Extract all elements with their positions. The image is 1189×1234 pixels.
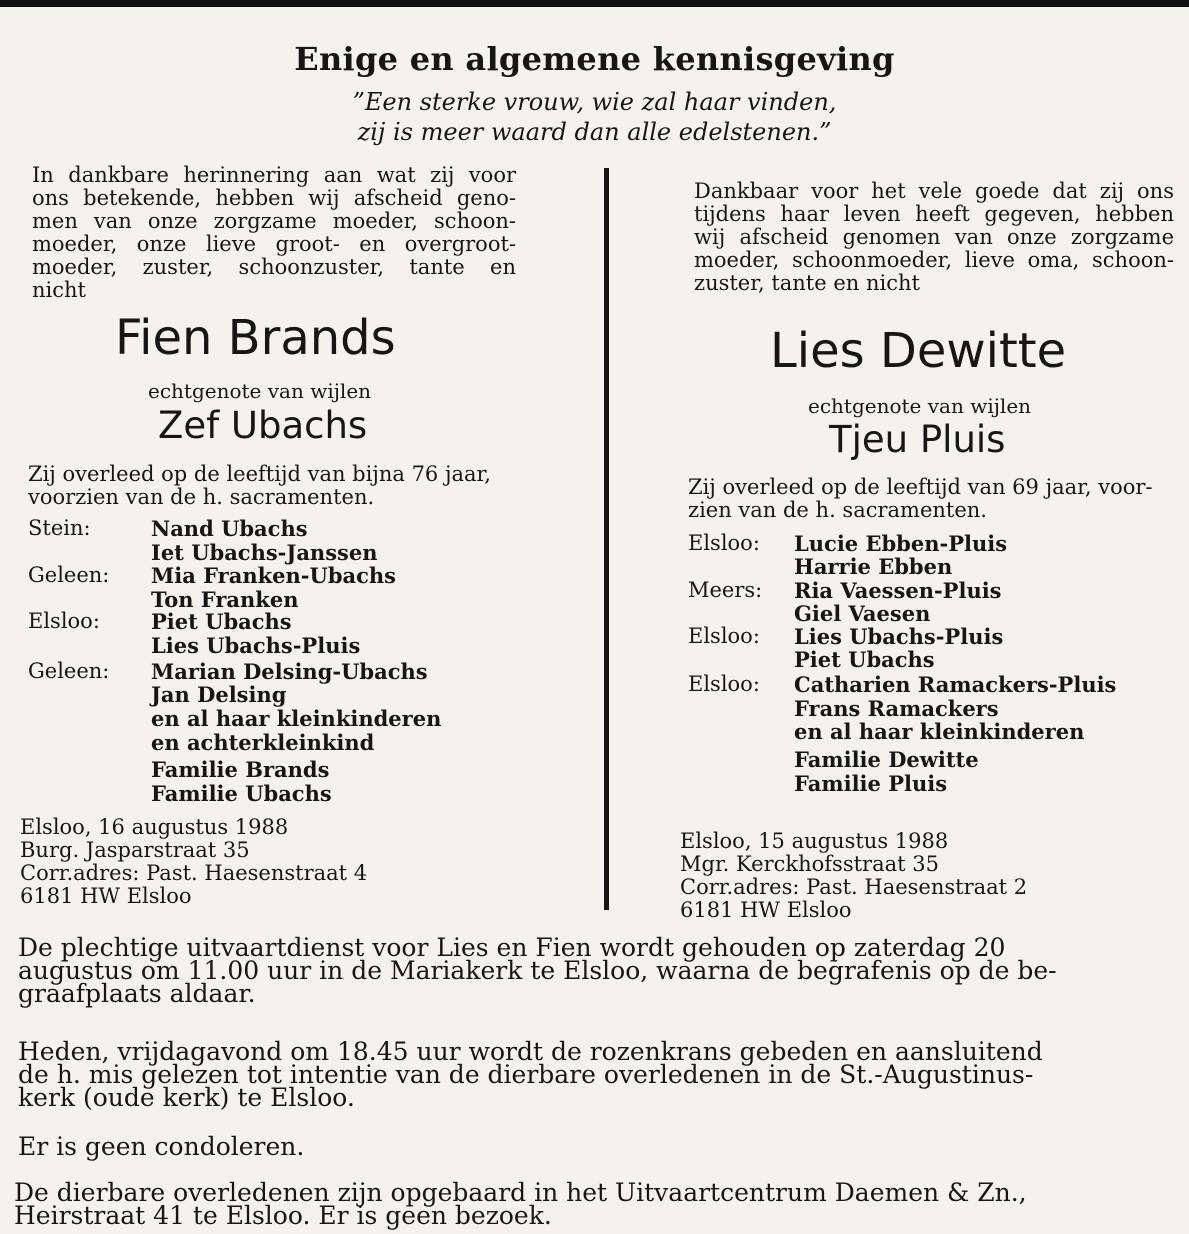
intro-line: Dankbaar voor het vele goede dat zij ons bbox=[694, 179, 1174, 203]
intro-line: nicht bbox=[32, 278, 86, 302]
family-member: Nand Ubachs bbox=[151, 516, 308, 541]
family-member: Lies Ubachs-Pluis bbox=[794, 624, 1004, 649]
family-place: Elsloo: bbox=[688, 624, 760, 648]
address-line: Elsloo, 15 augustus 1988 bbox=[680, 829, 949, 853]
viewing-paragraph-line: Heirstraat 41 te Elsloo. Er is geen bezoek. bbox=[14, 1201, 552, 1230]
deceased-name-left: Fien Brands bbox=[115, 310, 396, 366]
family-member: Giel Vaesen bbox=[794, 601, 931, 626]
family-member: Familie Ubachs bbox=[151, 781, 332, 806]
family-member: Mia Franken-Ubachs bbox=[151, 563, 396, 588]
family-member: Frans Ramackers bbox=[794, 696, 999, 721]
family-place: Stein: bbox=[28, 516, 91, 540]
rosary-paragraph-line: Heden, vrijdagavond om 18.45 uur wordt de rozenkrans gebeden en aansluitend bbox=[18, 1037, 1043, 1066]
intro-line: men van onze zorgzame moeder, schoon- bbox=[32, 209, 516, 233]
address-line: Corr.adres: Past. Haesenstraat 2 bbox=[680, 875, 1028, 899]
service-paragraph-line: augustus om 11.00 uur in de Mariakerk te Elsloo, waarna de begrafenis op de be- bbox=[18, 956, 1057, 985]
family-place: Geleen: bbox=[28, 659, 110, 683]
family-member: Jan Delsing bbox=[151, 682, 287, 707]
service-paragraph-line: De plechtige uitvaartdienst voor Lies en Fien wordt gehouden op zaterdag 20 bbox=[18, 933, 1006, 962]
intro-line: moeder, zuster, schoonzuster, tante en bbox=[32, 255, 516, 279]
left-intro bbox=[32, 164, 516, 302]
family-place: Meers: bbox=[688, 578, 763, 602]
family-member: Iet Ubachs-Janssen bbox=[151, 540, 378, 565]
viewing-paragraph-line: De dierbare overledenen zijn opgebaard in het Uitvaartcentrum Daemen & Zn., bbox=[14, 1178, 1027, 1207]
spouse-name-left: Zef Ubachs bbox=[158, 404, 368, 447]
top-rule bbox=[0, 0, 1189, 7]
family-place: Geleen: bbox=[28, 563, 110, 587]
death-line: Zij overleed op de leeftijd van bijna 76 jaar, bbox=[28, 462, 491, 486]
notice-heading: Enige en algemene kennisgeving bbox=[294, 40, 895, 78]
quote-line-1: ”Een sterke vrouw, wie zal haar vinden, bbox=[352, 88, 837, 116]
family-member: en al haar kleinkinderen bbox=[794, 719, 1085, 744]
rosary-paragraph-line: de h. mis gelezen tot intentie van de dierbare overledenen in de St.-Augustinus- bbox=[18, 1060, 1034, 1089]
condolence-line: Er is geen condoleren. bbox=[18, 1132, 305, 1161]
family-place: Elsloo: bbox=[688, 531, 760, 555]
family-member: Lucie Ebben-Pluis bbox=[794, 531, 1008, 556]
death-line: Zij overleed op de leeftijd van 69 jaar, voor- bbox=[688, 475, 1153, 499]
death-line: zien van de h. sacramenten. bbox=[688, 498, 987, 522]
family-member: Piet Ubachs bbox=[794, 647, 935, 672]
spouse-name-right: Tjeu Pluis bbox=[829, 418, 1006, 461]
spouse-intro-right: echtgenote van wijlen bbox=[808, 394, 1032, 418]
family-member: en al haar kleinkinderen bbox=[151, 706, 442, 731]
family-member: Catharien Ramackers-Pluis bbox=[794, 672, 1117, 697]
column-divider bbox=[604, 168, 609, 910]
family-member: Lies Ubachs-Pluis bbox=[151, 633, 361, 658]
family-member: Ria Vaessen-Pluis bbox=[794, 578, 1002, 603]
intro-line: zuster, tante en nicht bbox=[694, 271, 920, 295]
deceased-name-right: Lies Dewitte bbox=[770, 323, 1067, 379]
family-place: Elsloo: bbox=[688, 672, 760, 696]
intro-line: wij afscheid genomen van onze zorgzame bbox=[694, 225, 1174, 249]
intro-line: moeder, schoonmoeder, lieve oma, schoon- bbox=[694, 248, 1174, 272]
address-line: Burg. Jasparstraat 35 bbox=[20, 838, 250, 862]
death-line: voorzien van de h. sacramenten. bbox=[28, 485, 375, 509]
family-member: Familie Dewitte bbox=[794, 747, 979, 772]
intro-line: In dankbare herinnering aan wat zij voor bbox=[32, 163, 516, 187]
rosary-paragraph-line: kerk (oude kerk) te Elsloo. bbox=[18, 1083, 355, 1112]
family-member: en achterkleinkind bbox=[151, 730, 375, 755]
address-line: 6181 HW Elsloo bbox=[20, 884, 192, 908]
address-line: Mgr. Kerckhofsstraat 35 bbox=[680, 852, 939, 876]
family-member: Marian Delsing-Ubachs bbox=[151, 659, 428, 684]
family-member: Familie Pluis bbox=[794, 771, 948, 796]
address-line: 6181 HW Elsloo bbox=[680, 898, 852, 922]
family-member: Familie Brands bbox=[151, 757, 330, 782]
address-line: Elsloo, 16 augustus 1988 bbox=[20, 815, 289, 839]
family-member: Ton Franken bbox=[151, 587, 299, 612]
address-line: Corr.adres: Past. Haesenstraat 4 bbox=[20, 861, 368, 885]
family-member: Piet Ubachs bbox=[151, 609, 292, 634]
service-paragraph-line: graafplaats aldaar. bbox=[18, 979, 256, 1008]
spouse-intro-left: echtgenote van wijlen bbox=[148, 379, 372, 403]
right-intro bbox=[694, 180, 1174, 295]
intro-line: ons betekende, hebben wij afscheid geno- bbox=[32, 186, 516, 210]
intro-line: moeder, onze lieve groot- en overgroot- bbox=[32, 232, 516, 256]
intro-line: tijdens haar leven heeft gegeven, hebben bbox=[694, 202, 1174, 226]
family-place: Elsloo: bbox=[28, 609, 100, 633]
family-member: Harrie Ebben bbox=[794, 554, 953, 579]
quote-line-2: zij is meer waard dan alle edelstenen.” bbox=[357, 118, 832, 146]
